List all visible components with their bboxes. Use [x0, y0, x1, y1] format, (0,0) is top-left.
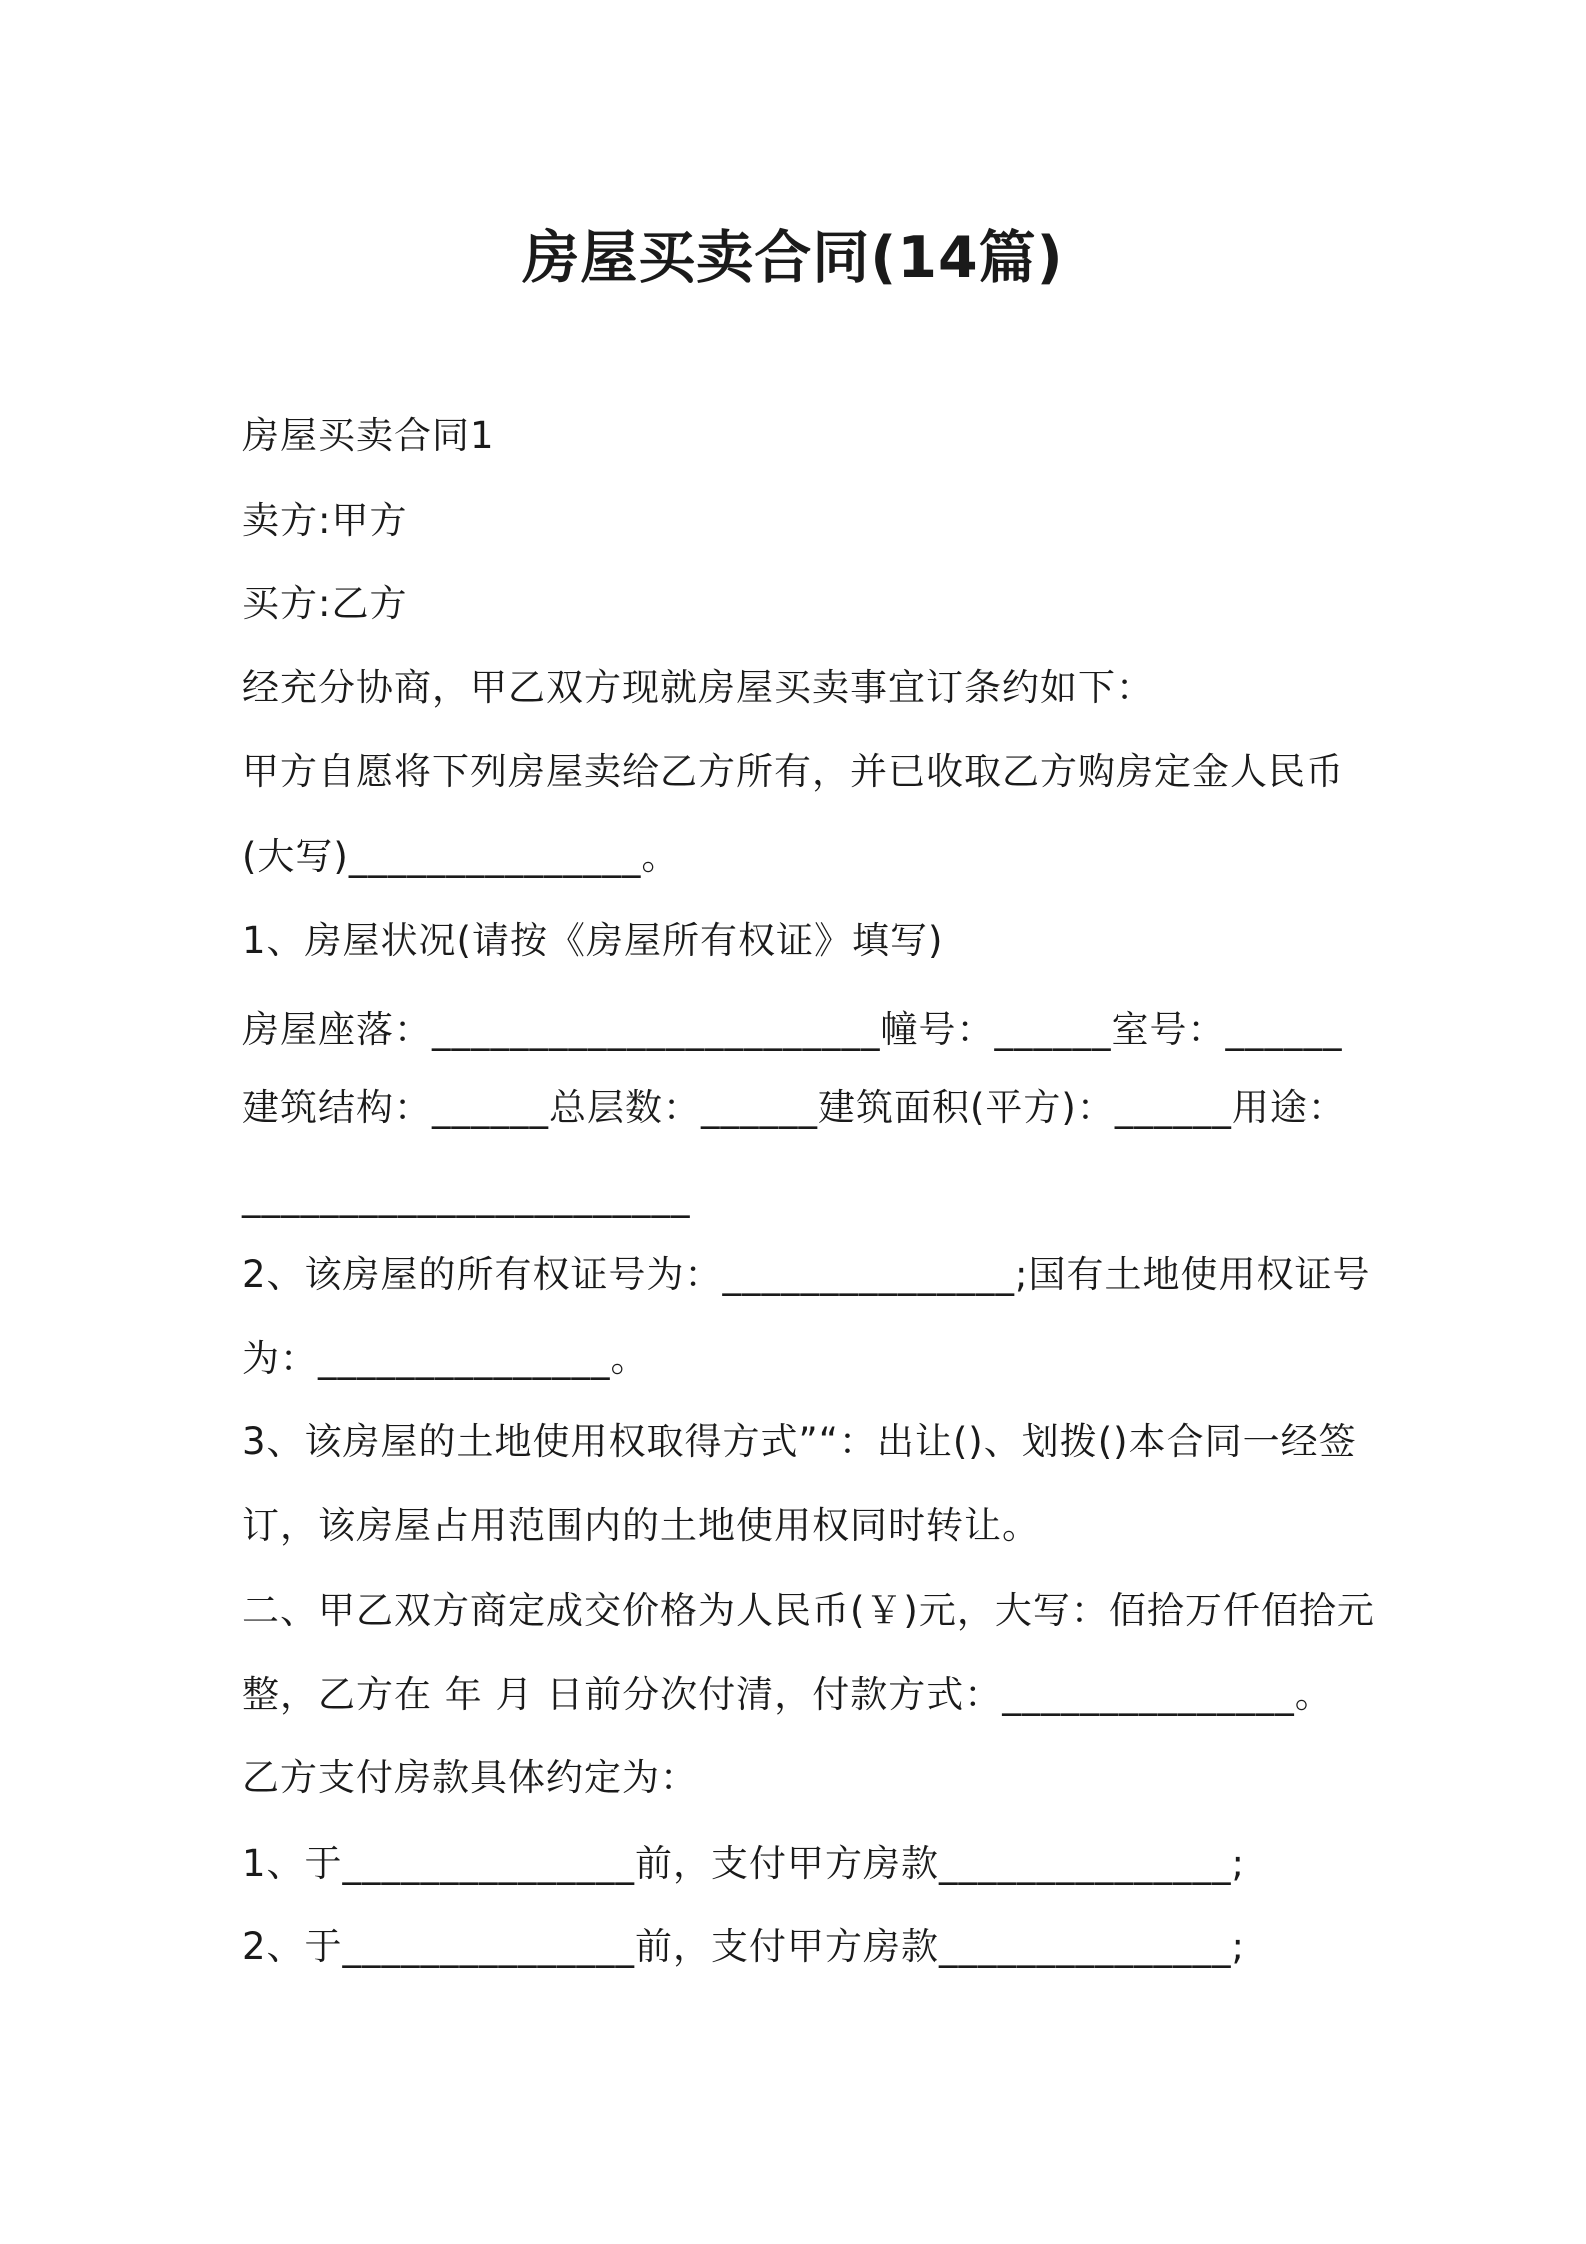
clause-2-line: 2、该房屋的所有权证号为：_______________;国有土地使用权证号 [242, 1253, 1371, 1296]
seller-line: 卖方:甲方 [242, 499, 408, 542]
location-line: 房屋座落：_______________________幢号：______室号：______ [242, 1008, 1343, 1051]
contract-heading: 房屋买卖合同1 [242, 414, 495, 457]
payment-terms-heading: 乙方支付房款具体约定为： [242, 1756, 698, 1799]
deposit-line: 甲方自愿将下列房屋卖给乙方所有，并已收取乙方购房定金人民币 [242, 750, 1344, 793]
structure-line: 建筑结构：______总层数：______建筑面积(平方)：______用途： [242, 1086, 1346, 1129]
clause-3-continued: 订，该房屋占用范围内的土地使用权同时转让。 [242, 1504, 1040, 1547]
installment-1: 1、于_______________前，支付甲方房款_______________; [242, 1842, 1246, 1885]
clause-3-line: 3、该房屋的土地使用权取得方式”“：出让()、划拨()本合同一经签 [242, 1420, 1357, 1463]
price-line: 二、甲乙双方商定成交价格为人民币(￥)元，大写：佰拾万仟佰拾元 [242, 1589, 1375, 1632]
deposit-amount-line: (大写)_______________。 [242, 835, 680, 878]
usage-blank-line: _______________________ [242, 1175, 691, 1218]
installment-2: 2、于_______________前，支付甲方房款_______________; [242, 1925, 1246, 1968]
document-title: 房屋买卖合同(14篇) [522, 225, 1064, 291]
clause-2-continued: 为：_______________。 [242, 1337, 649, 1380]
preamble-line: 经充分协商，甲乙双方现就房屋买卖事宜订条约如下： [242, 666, 1154, 709]
clause-1-heading: 1、房屋状况(请按《房屋所有权证》填写) [242, 919, 944, 962]
payment-line: 整，乙方在 年 月 日前分次付清，付款方式：_______________。 [242, 1673, 1333, 1716]
buyer-line: 买方:乙方 [242, 582, 408, 625]
